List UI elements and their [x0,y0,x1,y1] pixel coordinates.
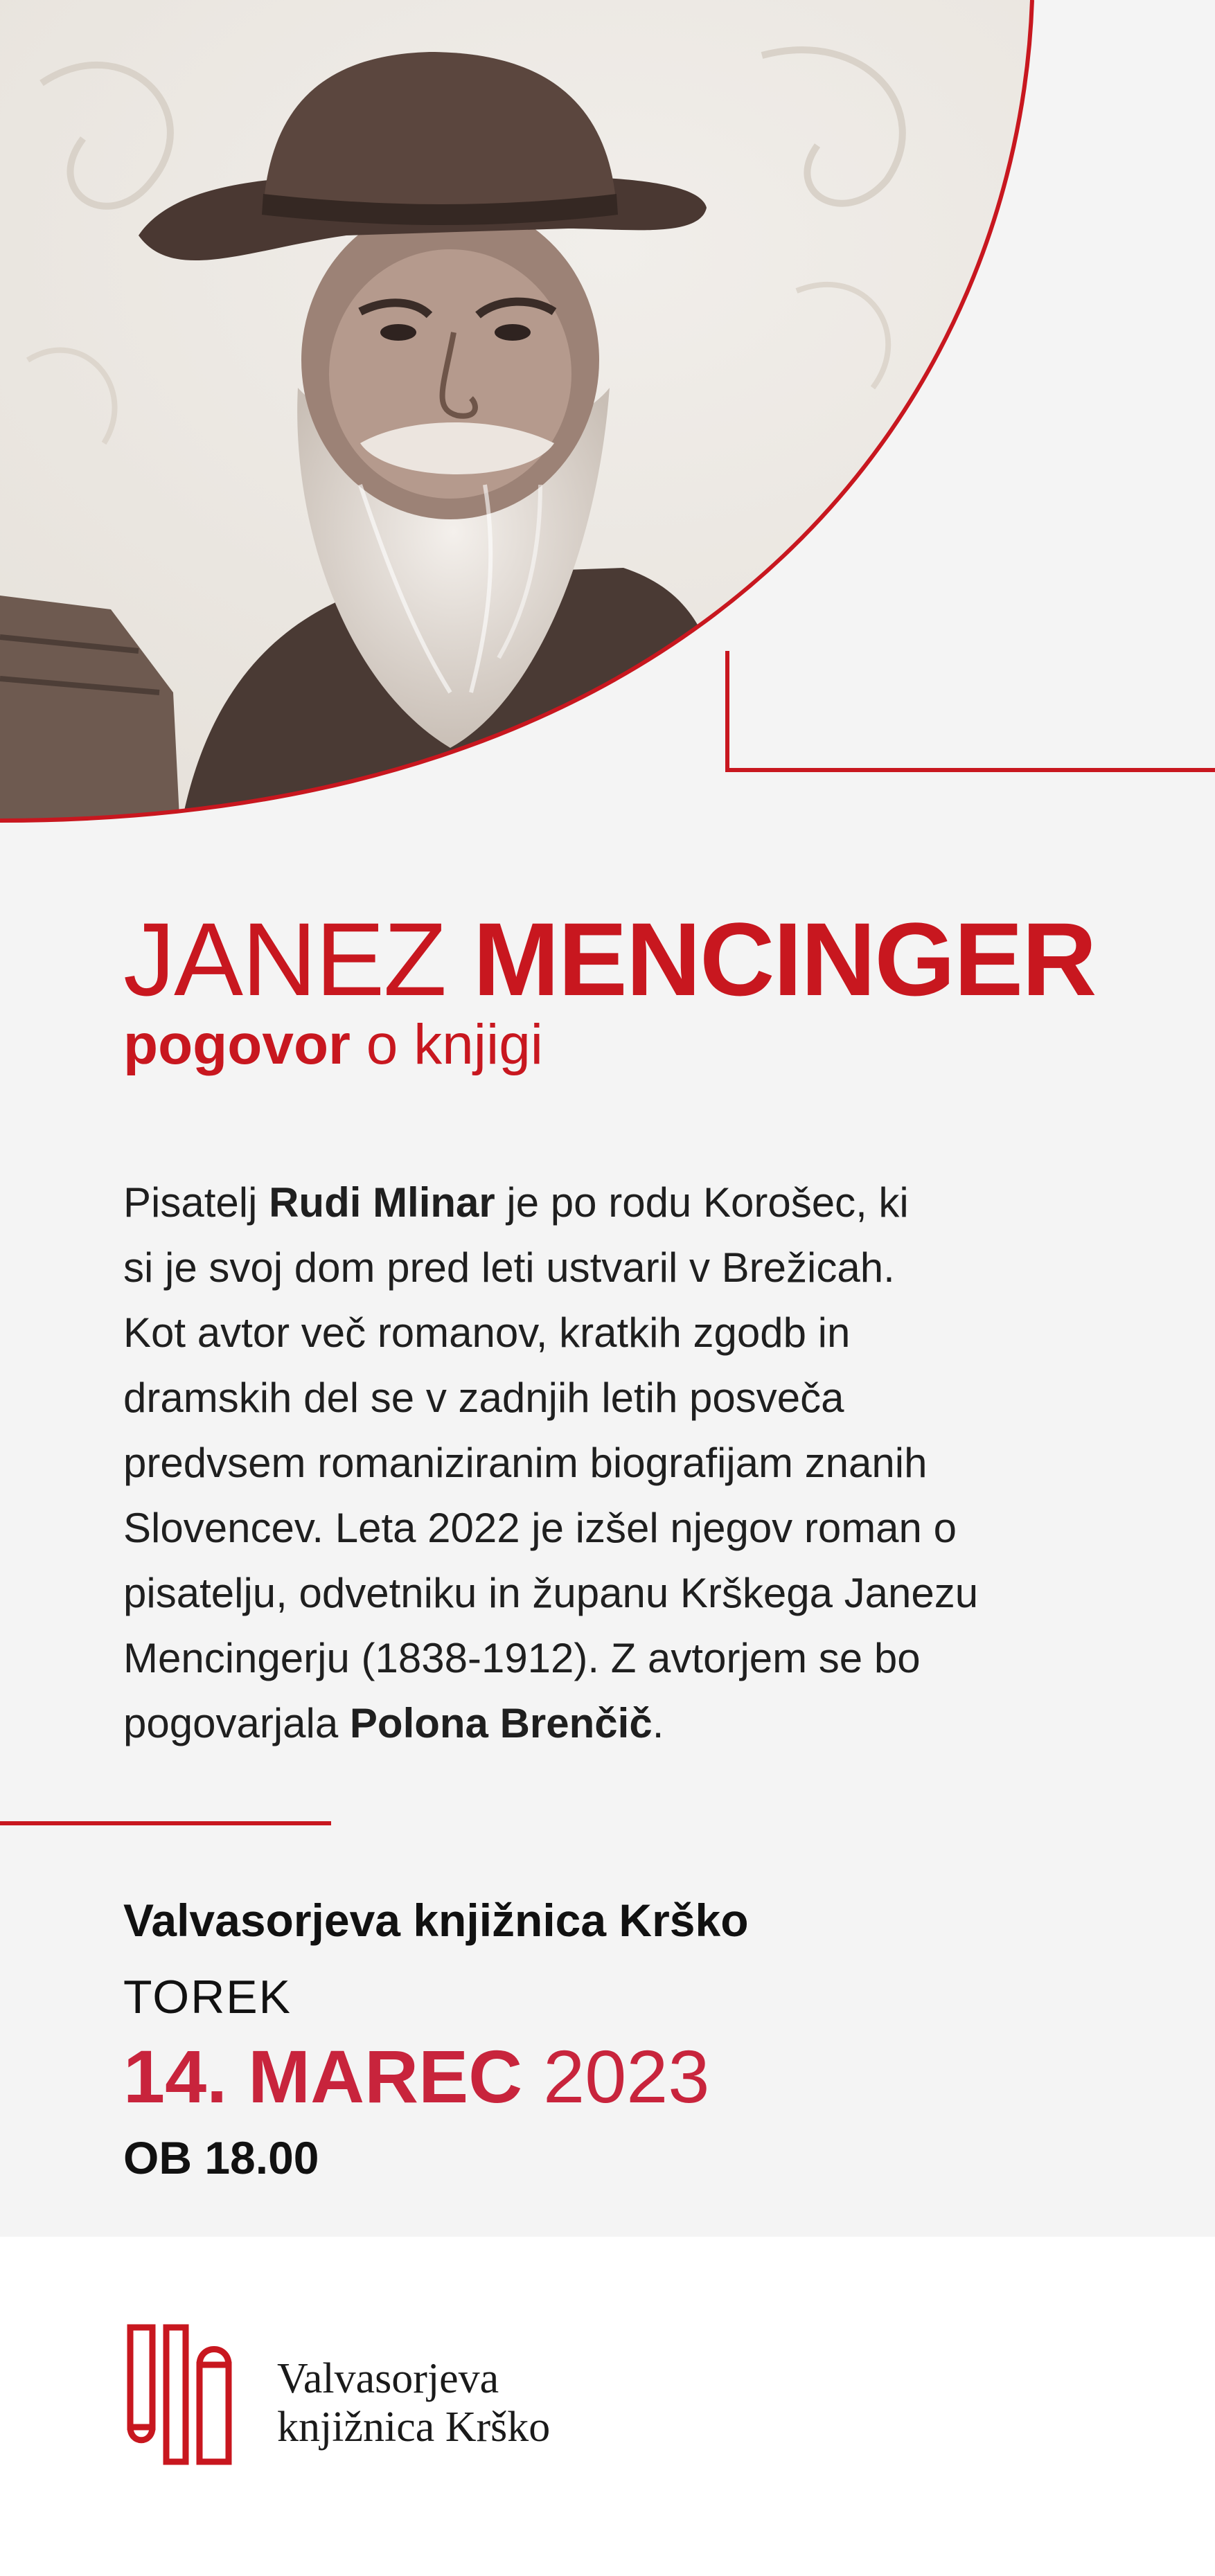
description-text [123,1170,1162,1756]
event-weekday: TOREK [123,1971,292,2023]
library-logo-icon [125,2323,236,2469]
description-fragment: Slovencev. Leta 2022 je izšel njegov roman o [123,1505,957,1551]
page-title [123,901,1096,1017]
description-line [123,1561,1162,1626]
event-time: OB 18.00 [123,2132,319,2183]
description-line [123,1691,1162,1756]
portrait-photo [0,0,1215,831]
description-line [123,1366,1162,1431]
event-date-year: 2023 [522,2034,710,2118]
highlighted-name: Rudi Mlinar [269,1179,495,1226]
event-date-day: 14. MAREC [123,2034,523,2118]
highlighted-name: Polona Brenčič [349,1700,653,1746]
description-fragment: dramskih del se v zadnjih letih posveča [123,1375,844,1421]
portrait-section [0,0,1215,831]
subtitle-rest: o knjigi [366,1013,544,1076]
description-fragment: Mencingerju (1838-1912). Z avtorjem se bo [123,1635,921,1681]
logo-line-2: knjižnica Krško [277,2404,551,2451]
description-fragment: Pisatelj [123,1179,269,1226]
description-line [123,1235,1162,1300]
description-fragment: pisatelju, odvetniku in županu Krškega Janezu [123,1570,979,1616]
subtitle [123,1013,544,1076]
venue-name: Valvasorjeva knjižnica Krško [123,1895,749,1946]
logo-text [277,2354,550,2451]
description-fragment: Kot avtor več romanov, kratkih zgodb in [123,1309,851,1356]
subtitle-bold: pogovor [123,1013,351,1076]
logo-line-1: Valvasorjeva [277,2355,499,2402]
description-line [123,1496,1162,1561]
description-fragment: si je svoj dom pred leti ustvaril v Brežicah. [123,1244,895,1291]
description-fragment: pogovarjala [123,1700,350,1746]
description-line [123,1431,1162,1496]
description-line [123,1170,1162,1235]
title-last-name: MENCINGER [472,901,1096,1017]
description-line [123,1300,1162,1366]
description-fragment: je po rodu Korošec, ki [495,1179,909,1226]
footer [0,2237,1215,2576]
description-fragment: predvsem romaniziranim biografijam znanih [123,1440,928,1486]
section-divider [0,1821,331,1825]
event-date [123,2034,710,2118]
description-fragment: . [652,1700,664,1746]
title-first-name: JANEZ [123,901,446,1017]
description-line [123,1626,1162,1691]
